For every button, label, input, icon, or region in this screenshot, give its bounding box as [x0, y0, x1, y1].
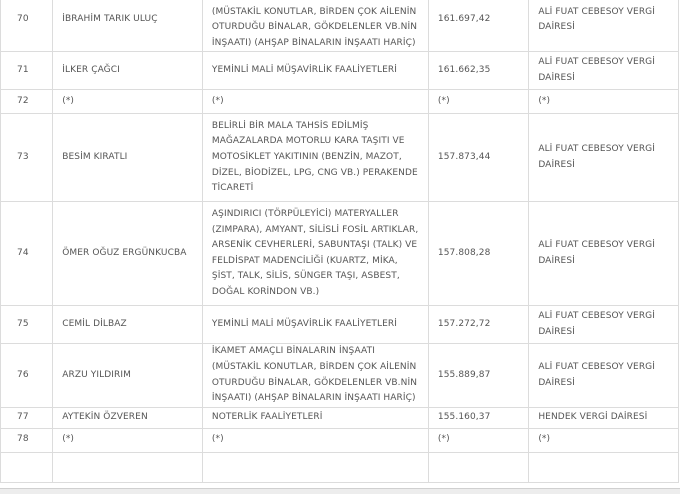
amount-cell: 157.873,44 — [428, 114, 528, 202]
activity-cell — [202, 344, 428, 407]
amount-cell: 157.272,72 — [428, 306, 528, 344]
name-cell: (*) — [53, 90, 203, 114]
name-cell — [53, 452, 203, 482]
table-row — [1, 428, 679, 452]
tax-office-cell — [529, 428, 679, 452]
amount-cell: 161.697,42 — [428, 0, 528, 52]
name-cell: İLKER ÇAĞCI — [53, 52, 203, 90]
activity-line: İKAMET AMAÇLI BİNALARIN İNŞAATI — [211, 346, 375, 357]
activity-line: MAĞAZALARDA MOTORLU KARA TAŞITI VE — [211, 136, 405, 147]
activity-line: İNŞAATI) (AHŞAP BİNALARIN İNŞAATI HARİÇ) — [211, 393, 416, 404]
activity-cell — [202, 306, 428, 344]
table-row — [1, 344, 679, 407]
activity-cell — [202, 0, 428, 52]
tax-office-line: DAİRESİ — [538, 255, 575, 266]
table-row — [1, 0, 679, 52]
tax-office-cell — [529, 202, 679, 306]
table-body — [1, 0, 679, 482]
tax-office-cell — [529, 0, 679, 52]
activity-line: (MÜSTAKİL KONUTLAR, BİRDEN ÇOK AİLENİN — [211, 361, 417, 372]
horizontal-scrollbar[interactable] — [0, 488, 680, 494]
name-cell: ARZU YILDIRIM — [53, 344, 203, 407]
row-number-cell: 77 — [1, 407, 53, 428]
tax-office-cell — [529, 114, 679, 202]
row-number-cell: 73 — [1, 114, 53, 202]
activity-line: YEMİNLİ MALİ MÜŞAVİRLİK FAALİYETLERİ — [211, 319, 397, 330]
name-cell: BESİM KIRATLI — [53, 114, 203, 202]
row-number-cell: 78 — [1, 428, 53, 452]
activity-line: FELDİSPAT MADENCİLİĞİ (KUARTZ, MİKA, — [211, 255, 398, 266]
tax-office-line: ALİ FUAT CEBESOY VERGİ — [538, 361, 655, 372]
table-row — [1, 407, 679, 428]
activity-line: MOTOSİKLET YAKITININ (BENZİN, MAZOT, — [211, 152, 402, 163]
activity-line: NOTERLİK FAALİYETLERİ — [211, 411, 323, 422]
tax-office-line: (*) — [538, 434, 551, 445]
activity-line: (*) — [211, 96, 224, 107]
table-row — [1, 52, 679, 90]
activity-line: DİZEL, BİODİZEL, LPG, CNG VB.) PERAKENDE — [211, 167, 418, 178]
activity-line: YEMİNLİ MALİ MÜŞAVİRLİK FAALİYETLERİ — [211, 65, 397, 76]
tax-office-line: DAİRESİ — [538, 72, 575, 83]
tax-office-line: HENDEK VERGİ DAİRESİ — [538, 411, 648, 422]
activity-cell — [202, 52, 428, 90]
amount-cell: 155.889,87 — [428, 344, 528, 407]
row-number-cell: 70 — [1, 0, 53, 52]
tax-office-cell — [529, 344, 679, 407]
amount-cell — [428, 452, 528, 482]
amount-cell: 157.808,28 — [428, 202, 528, 306]
row-number-cell: 75 — [1, 306, 53, 344]
row-number-cell: 72 — [1, 90, 53, 114]
activity-line: (ZIMPARA), AMYANT, SİLİSLİ FOSİL ARTIKLAR, — [211, 224, 419, 235]
tax-office-cell — [529, 306, 679, 344]
activity-line: DOĞAL KORİNDON VB.) — [211, 287, 320, 298]
name-cell: (*) — [53, 428, 203, 452]
activity-cell — [202, 114, 428, 202]
activity-line: AŞINDIRICI (TÖRPÜLEYİCİ) MATERYALLER — [211, 209, 399, 220]
amount-cell: (*) — [428, 90, 528, 114]
table-row — [1, 90, 679, 114]
tax-office-line: (*) — [538, 96, 551, 107]
table-row — [1, 202, 679, 306]
name-cell: AYTEKİN ÖZVEREN — [53, 407, 203, 428]
tax-office-line: DAİRESİ — [538, 377, 575, 388]
tax-office-cell — [529, 90, 679, 114]
tax-office-line: DAİRESİ — [538, 326, 575, 337]
activity-line: ARSENİK CEVHERLERİ, SABUNTAŞI (TALK) VE — [211, 240, 418, 251]
activity-cell — [202, 407, 428, 428]
tax-office-cell — [529, 407, 679, 428]
table-row — [1, 114, 679, 202]
tax-office-line: ALİ FUAT CEBESOY VERGİ — [538, 144, 655, 155]
activity-line: TİCARETİ — [211, 183, 254, 194]
row-number-cell: 74 — [1, 202, 53, 306]
tax-office-cell — [529, 452, 679, 482]
activity-cell — [202, 90, 428, 114]
activity-cell — [202, 428, 428, 452]
name-cell: İBRAHİM TARIK ULUÇ — [53, 0, 203, 52]
row-number-cell: 76 — [1, 344, 53, 407]
activity-line: (MÜSTAKİL KONUTLAR, BİRDEN ÇOK AİLENİN — [211, 6, 417, 17]
tax-office-line: DAİRESİ — [538, 22, 575, 33]
activity-cell — [202, 202, 428, 306]
amount-cell: 155.160,37 — [428, 407, 528, 428]
amount-cell: (*) — [428, 428, 528, 452]
activity-line: OTURDUĞU BİNALAR, GÖKDELENLER VB.NİN — [211, 22, 418, 33]
table-row — [1, 306, 679, 344]
activity-line: İNŞAATI) (AHŞAP BİNALARIN İNŞAATI HARİÇ) — [211, 37, 416, 48]
tax-office-line: ALİ FUAT CEBESOY VERGİ — [538, 57, 655, 68]
activity-line: BELİRLİ BİR MALA TAHSİS EDİLMİŞ — [211, 120, 369, 131]
row-number-cell: 71 — [1, 52, 53, 90]
activity-line: OTURDUĞU BİNALAR, GÖKDELENLER VB.NİN — [211, 377, 418, 388]
tax-office-line: ALİ FUAT CEBESOY VERGİ — [538, 311, 655, 322]
table-row — [1, 452, 679, 482]
name-cell: ÖMER OĞUZ ERGÜNKUCBA — [53, 202, 203, 306]
activity-line: ŞİST, TALK, SİLİS, SÜNGER TAŞI, ASBEST, — [211, 271, 400, 282]
row-number-cell — [1, 452, 53, 482]
tax-office-line: DAİRESİ — [538, 159, 575, 170]
activity-line: (*) — [211, 434, 224, 445]
name-cell: CEMİL DİLBAZ — [53, 306, 203, 344]
tax-office-line: ALİ FUAT CEBESOY VERGİ — [538, 6, 655, 17]
amount-cell: 161.662,35 — [428, 52, 528, 90]
tax-office-line: ALİ FUAT CEBESOY VERGİ — [538, 240, 655, 251]
tax-office-cell — [529, 52, 679, 90]
activity-cell — [202, 452, 428, 482]
